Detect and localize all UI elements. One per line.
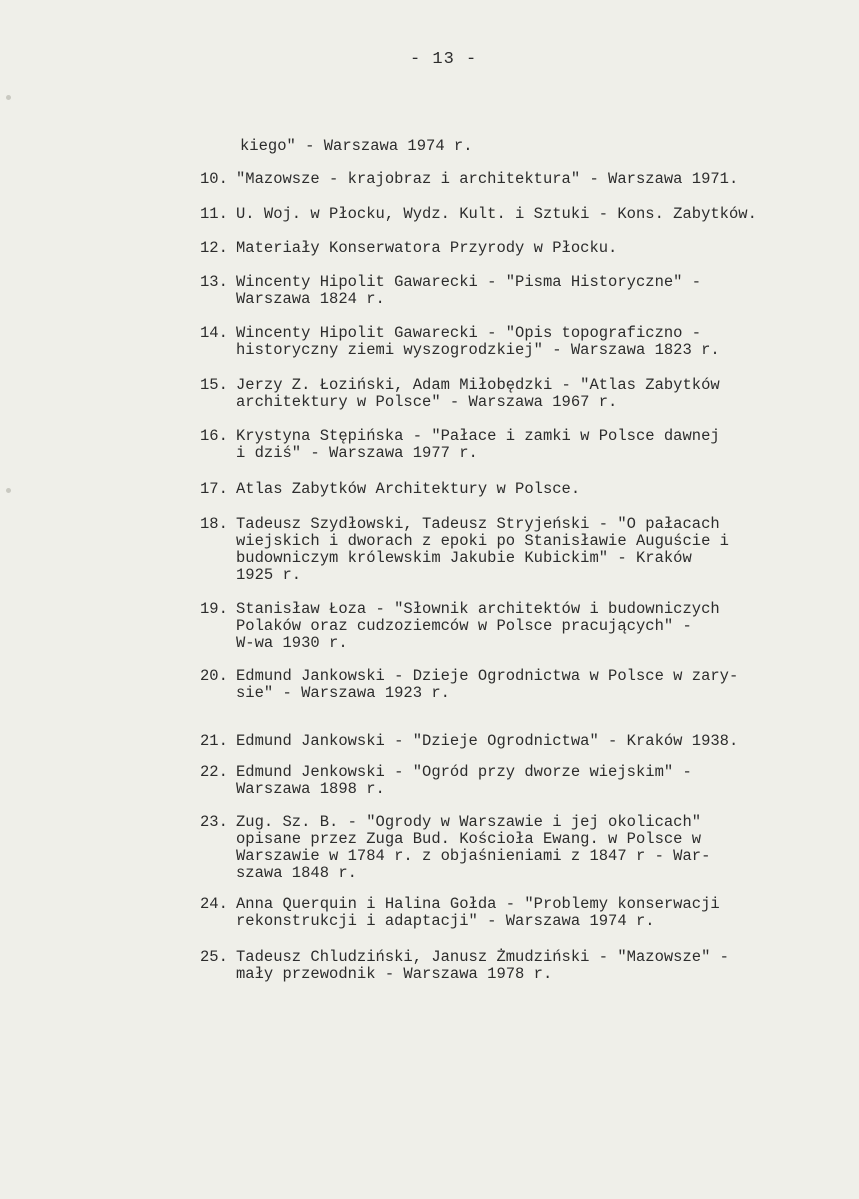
entry-text-line: Atlas Zabytków Architektury w Polsce. xyxy=(236,480,581,498)
entry-text-line: historyczny ziemi wyszogrodzkiej" - Warszawa 1823 r. xyxy=(236,341,720,359)
entry-number: 24. xyxy=(200,895,228,913)
page-number: - 13 - xyxy=(410,50,478,69)
entry-number: 12. xyxy=(200,239,228,257)
entry-text-line: opisane przez Zuga Bud. Kościoła Ewang. w Polsce w xyxy=(236,830,702,848)
entry-text-line: "Mazowsze - krajobraz i architektura" - Warszawa 1971. xyxy=(236,170,739,188)
paper-speck xyxy=(6,95,11,100)
paper-speck xyxy=(6,488,11,493)
entry-text-line: U. Woj. w Płocku, Wydz. Kult. i Sztuki - Kons. Zabytków. xyxy=(236,205,757,223)
entry-number: 23. xyxy=(200,813,228,831)
entry-text-line: Edmund Jankowski - Dzieje Ogrodnictwa w Polsce w zary- xyxy=(236,667,739,685)
entry-number: 19. xyxy=(200,600,228,618)
entry-text-line: W-wa 1930 r. xyxy=(236,634,348,652)
entry-text-line: Warszawie w 1784 r. z objaśnieniami z 1847 r - War- xyxy=(236,847,711,865)
entry-text-line: Jerzy Z. Łoziński, Adam Miłobędzki - "Atlas Zabytków xyxy=(236,376,720,394)
entry-text-line: mały przewodnik - Warszawa 1978 r. xyxy=(236,965,553,983)
entry-text-line: Wincenty Hipolit Gawarecki - "Opis topograficzno - xyxy=(236,324,702,342)
entry-text-line: Tadeusz Szydłowski, Tadeusz Stryjeński - "O pałacach xyxy=(236,515,720,533)
entry-text-line: i dziś" - Warszawa 1977 r. xyxy=(236,444,478,462)
entry-text-line: rekonstrukcji i adaptacji" - Warszawa 1974 r. xyxy=(236,912,655,930)
entry-text-line: Polaków oraz cudzoziemców w Polsce pracujących" - xyxy=(236,617,692,635)
entry-number: 18. xyxy=(200,515,228,533)
entry-number: 16. xyxy=(200,427,228,445)
entry-number: 13. xyxy=(200,273,228,291)
entry-text-line: szawa 1848 r. xyxy=(236,864,357,882)
entry-text-line: Materiały Konserwatora Przyrody w Płocku. xyxy=(236,239,618,257)
entry-number: 21. xyxy=(200,732,228,750)
entry-text-line: sie" - Warszawa 1923 r. xyxy=(236,684,450,702)
entry-number: 22. xyxy=(200,763,228,781)
entry-text-line: wiejskich i dworach z epoki po Stanisławie Auguście i xyxy=(236,532,729,550)
entry-text-line: Warszawa 1898 r. xyxy=(236,780,385,798)
entry-text-line: Tadeusz Chludziński, Janusz Żmudziński - "Mazowsze" - xyxy=(236,948,729,966)
entry-number: 20. xyxy=(200,667,228,685)
entry-text-line: Edmund Jankowski - "Dzieje Ogrodnictwa" - Kraków 1938. xyxy=(236,732,739,750)
entry-text-line: Krystyna Stępińska - "Pałace i zamki w Polsce dawnej xyxy=(236,427,720,445)
entry-number: 14. xyxy=(200,324,228,342)
entry-text-line: Warszawa 1824 r. xyxy=(236,290,385,308)
entry-number: 25. xyxy=(200,948,228,966)
entry-number: 11. xyxy=(200,205,228,223)
entry-number: 10. xyxy=(200,170,228,188)
entry-number: 15. xyxy=(200,376,228,394)
entry-text-line: Stanisław Łoza - "Słownik architektów i budowniczych xyxy=(236,600,720,618)
entry-number: 17. xyxy=(200,480,228,498)
entry-text-line: Wincenty Hipolit Gawarecki - "Pisma Historyczne" - xyxy=(236,273,702,291)
entry-text-line: Edmund Jenkowski - "Ogród przy dworze wiejskim" - xyxy=(236,763,692,781)
continuation-line: kiego" - Warszawa 1974 r. xyxy=(240,137,473,155)
entry-text-line: 1925 r. xyxy=(236,566,302,584)
entry-text-line: Zug. Sz. B. - "Ogrody w Warszawie i jej okolicach" xyxy=(236,813,702,831)
entry-text-line: Anna Querquin i Halina Gołda - "Problemy konserwacji xyxy=(236,895,720,913)
entry-text-line: budowniczym królewskim Jakubie Kubickim" - Kraków xyxy=(236,549,692,567)
entry-text-line: architektury w Polsce" - Warszawa 1967 r. xyxy=(236,393,618,411)
